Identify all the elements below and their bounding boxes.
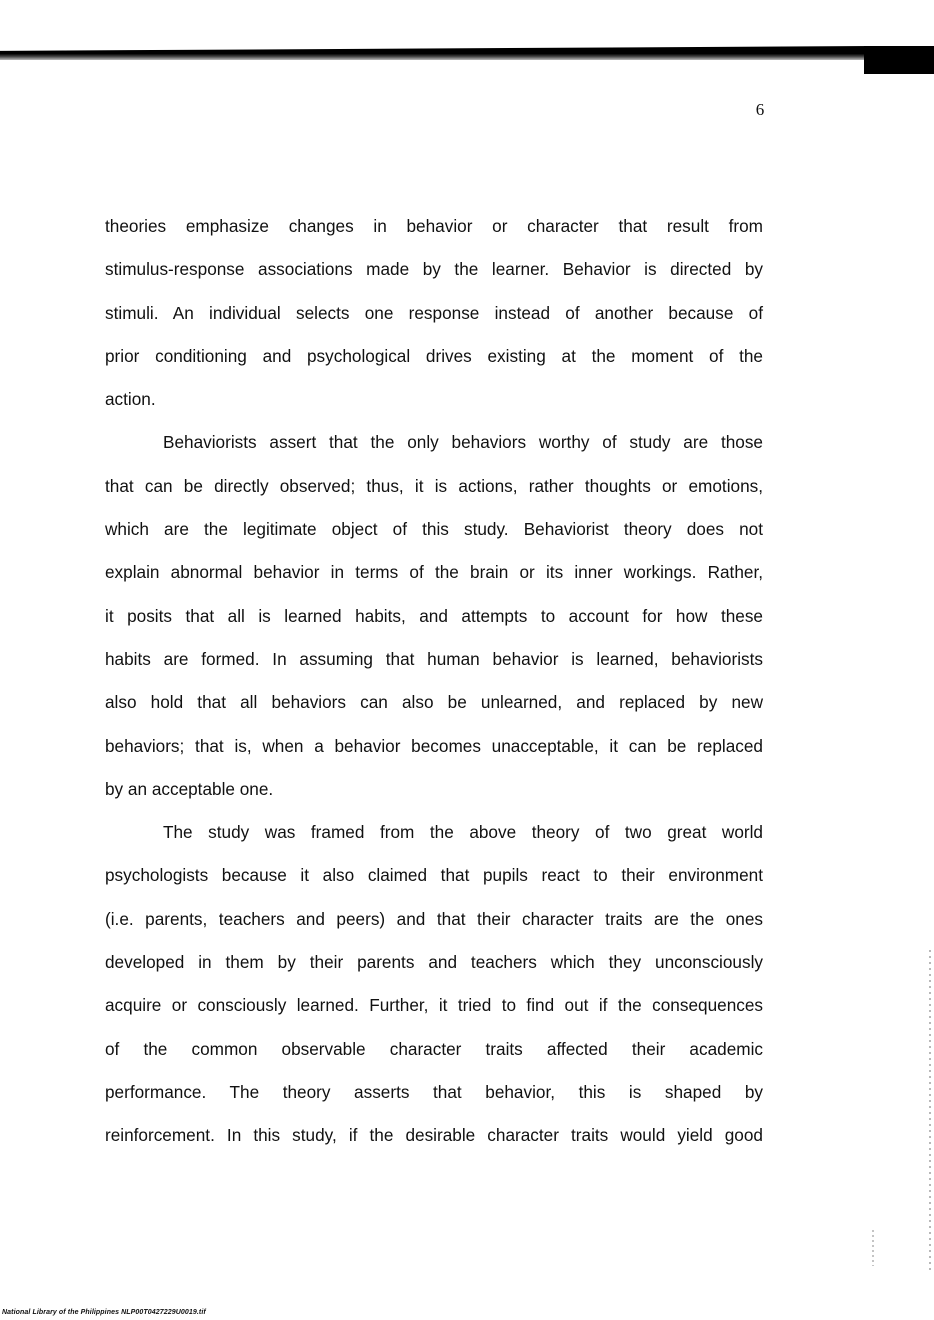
body-text (105, 208, 763, 1161)
text-line: (i.e. parents, teachers and peers) and that their character traits are the ones (105, 908, 763, 929)
text-line: which are the legitimate object of this study. Behaviorist theory does not (105, 519, 763, 540)
text-line: Behaviorists assert that the only behaviors worthy of study are those (163, 432, 763, 453)
text-line: habits are formed. In assuming that human behavior is learned, behaviorists (105, 648, 763, 669)
text-line: of the common observable character traits affected their academic (105, 1038, 763, 1059)
text-line: developed in them by their parents and teachers which they unconsciously (105, 952, 763, 973)
text-line: reinforcement. In this study, if the desirable character traits would yield good (105, 1125, 763, 1146)
text-line: behaviors; that is, when a behavior becomes unacceptable, it can be replaced (105, 735, 763, 756)
text-line: acquire or consciously learned. Further, it tried to find out if the consequences (105, 995, 763, 1016)
text-line: that can be directly observed; thus, it is actions, rather thoughts or emotions, (105, 475, 763, 496)
text-line: theories emphasize changes in behavior or character that result from (105, 216, 763, 236)
scan-edge-artifact (872, 1230, 874, 1266)
scan-edge-bar (0, 46, 872, 60)
text-line: explain abnormal behavior in terms of the brain or its inner workings. Rather, (105, 562, 763, 583)
text-line: it posits that all is learned habits, and attempts to account for how these (105, 605, 763, 626)
text-line: prior conditioning and psychological drives existing at the moment of the (105, 345, 763, 366)
footer-stamp: National Library of the Philippines NLP00T0427229U0019.tif (2, 1309, 206, 1316)
text-line: stimuli. An individual selects one response instead of another because of (105, 302, 763, 323)
text-line: The study was framed from the above theory of two great world (163, 822, 763, 843)
scan-corner-block (864, 46, 934, 74)
text-line: performance. The theory asserts that behavior, this is shaped by (105, 1081, 763, 1102)
text-line: psychologists because it also claimed that pupils react to their environment (105, 865, 763, 886)
page-number: 6 (755, 100, 765, 119)
text-line: stimulus-response associations made by the learner. Behavior is directed by (105, 259, 763, 280)
text-line: also hold that all behaviors can also be unlearned, and replaced by new (105, 692, 763, 713)
text-line: action. (105, 389, 156, 410)
scan-edge-artifact (929, 950, 931, 1270)
text-line: by an acceptable one. (105, 778, 274, 799)
